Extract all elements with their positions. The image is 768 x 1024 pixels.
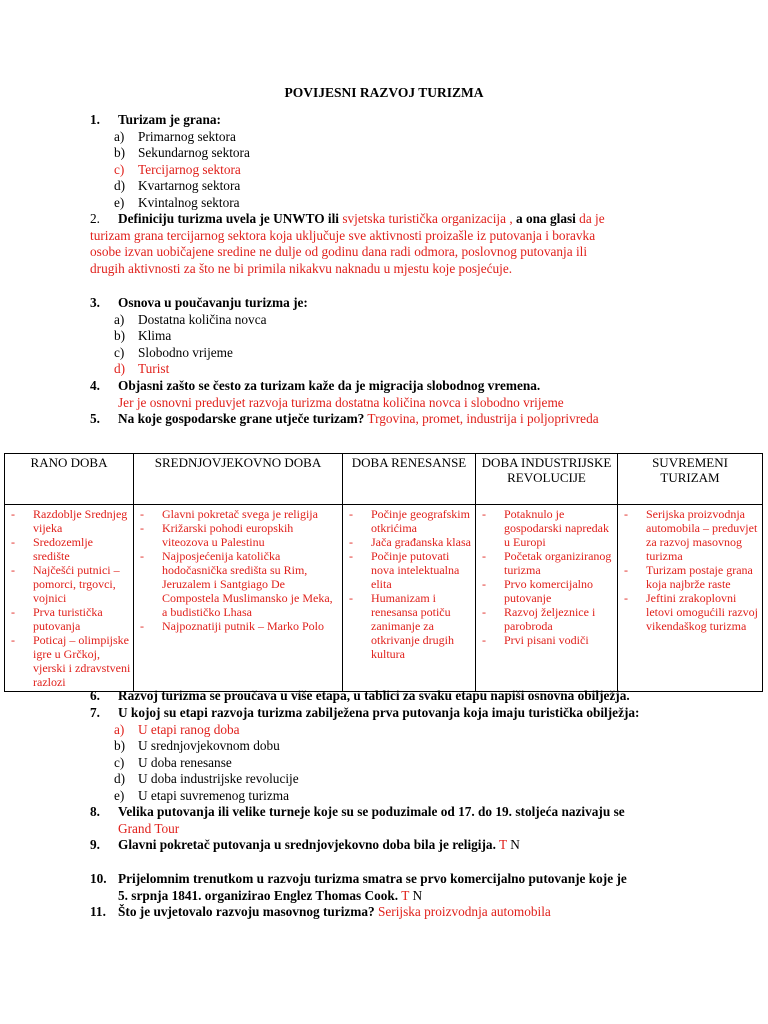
stages-table — [4, 453, 763, 692]
list-item: - Potaknulo je gospodarski napredak u Europi — [480, 507, 615, 549]
option-e: e) Kvintalnog sektora — [114, 194, 240, 210]
option-b: b) Klima — [114, 328, 172, 343]
question-number: 6. — [90, 688, 100, 703]
question-number: 8. — [90, 804, 100, 819]
header-doba-renesanse: DOBA RENESANSE — [343, 454, 476, 505]
question-2 — [90, 211, 670, 277]
question-3 — [90, 295, 670, 378]
option-d: d) Kvartarnog sektora — [114, 178, 241, 193]
answer-line: osobe izvan uobičajene sredine ne dulje od godinu dana radi odmora, poslovnog putovanja ili — [90, 244, 588, 259]
question-1 — [90, 112, 670, 211]
option-c: c) U doba renesanse — [114, 754, 232, 770]
question-text: 5. srpnja 1841. organizirao Englez Thomas Cook. — [118, 887, 399, 903]
list-item: - Počinje putovati nova intelektualna elita — [347, 549, 473, 591]
question-text: Prijelomnim trenutkom u razvoju turizma smatra se prvo komercijalno putovanje koje je — [118, 871, 627, 886]
page-title: POVIJESNI RAZVOJ TURIZMA — [284, 85, 484, 100]
question-9 — [90, 837, 670, 854]
list-item: - Razdoblje Srednjeg vijeka — [9, 507, 131, 535]
question-number: 5. — [90, 411, 100, 426]
question-number: 3. — [90, 295, 100, 310]
question-11 — [90, 904, 670, 921]
option-false: N — [412, 887, 423, 903]
question-text: Osnova u poučavanju turizma je: — [118, 295, 308, 310]
question-10 — [90, 871, 710, 904]
answer-true: T — [401, 887, 410, 903]
question-5 — [90, 411, 670, 428]
option-c-answer: c) Tercijarnog sektora — [114, 161, 241, 177]
table-cell-doba-renesanse — [343, 505, 476, 692]
question-text: Glavni pokretač putovanja u srednjovjekovno doba bila je religija. — [118, 837, 496, 852]
question-number: 9. — [90, 837, 100, 852]
question-text: U kojoj su etapi razvoja turizma zabilježena prva putovanja koja imaju turistička obilježja: — [118, 705, 640, 720]
list-item: - Prva turistička putovanja — [9, 605, 131, 633]
answer-text: Jer je osnovni preduvjet razvoja turizma dostatna količina novca i slobodno vrijeme — [118, 394, 564, 410]
option-b: b) Sekundarnog sektora — [114, 145, 250, 160]
list-item: - Serijska proizvodnja automobila – preduvjet za razvoj masovnog turizma — [622, 507, 760, 563]
question-8 — [90, 804, 710, 837]
answer-line: turizam grana tercijarnog sektora koja uključuje sve aktivnosti proizašle iz putovanja i boravka — [90, 227, 596, 243]
table-row — [5, 505, 763, 692]
table-cell-srednjovjekovno-doba — [134, 505, 343, 692]
question-text: Objasni zašto se često za turizam kaže da je migracija slobodnog vremena. — [118, 378, 541, 393]
option-d-answer: d) Turist — [114, 361, 170, 376]
question-4 — [90, 378, 670, 411]
answer-text: da je — [579, 211, 605, 226]
answer-text: Trgovina, promet, industrija i poljoprivreda — [367, 411, 599, 426]
question-number: 1. — [90, 112, 100, 127]
header-suvremeni-turizam: SUVREMENI TURIZAM — [618, 454, 763, 505]
list-item: - Najčešći putnici – pomorci, trgovci, vojnici — [9, 563, 131, 605]
table-cell-suvremeni-turizam — [618, 505, 763, 692]
option-a: a) Dostatna količina novca — [114, 311, 267, 327]
option-a-answer: a) U etapi ranog doba — [114, 721, 240, 737]
header-industrijska-revolucija: DOBA INDUSTRIJSKE REVOLUCIJE — [476, 454, 618, 505]
list-item: - Najposjećenija katolička hodočasnička središta su Rim, Jeruzalem i Santgiago De Compostela Muslimansko je Meka, a budističko Lhasa — [138, 549, 340, 619]
option-a: a) Primarnog sektora — [114, 128, 236, 144]
question-text: a ona glasi — [515, 211, 576, 226]
list-item: - Najpoznatiji putnik – Marko Polo — [138, 619, 340, 633]
list-item: - Glavni pokretač svega je religija — [138, 507, 340, 521]
list-item: - Sredozemlje središte — [9, 535, 131, 563]
question-text: Velika putovanja ili velike turneje koje su se poduzimale od 17. do 19. stoljeća nazivaju se — [118, 804, 625, 819]
answer-text: Grand Tour — [118, 820, 180, 836]
list-item: - Prvi pisani vodiči — [480, 633, 615, 647]
list-item: - Jeftini zrakoplovni letovi omogućili razvoj vikendaškog turizma — [622, 591, 760, 633]
question-number: 2. — [90, 211, 100, 226]
question-text: Razvoj turizma se proučava u više etapa, u tablici za svaku etapu napiši osnovna obilježja. — [118, 688, 630, 703]
question-number: 10. — [90, 871, 107, 886]
list-item: - Prvo komercijalno putovanje — [480, 577, 615, 605]
table-cell-industrijska-revolucija — [476, 505, 618, 692]
option-d: d) U doba industrijske revolucije — [114, 771, 299, 786]
question-6 — [90, 688, 690, 705]
question-number: 4. — [90, 378, 100, 393]
question-text: Što je uvjetovalo razvoju masovnog turizma? — [118, 904, 375, 919]
answer-line: drugih aktivnosti za što ne bi primila nikakvu naknadu u mjestu koje posjećuje. — [90, 260, 513, 276]
list-item: - Turizam postaje grana koja najbrže raste — [622, 563, 760, 591]
answer-text: svjetska turistička organizacija , — [342, 211, 513, 226]
option-b: b) U srednjovjekovnom dobu — [114, 738, 280, 753]
question-text: Turizam je grana: — [118, 112, 221, 127]
table-cell-rano-doba — [5, 505, 134, 692]
header-rano-doba: RANO DOBA — [5, 454, 134, 505]
question-number: 11. — [90, 904, 106, 919]
option-c: c) Slobodno vrijeme — [114, 344, 233, 360]
answer-true: T — [498, 837, 507, 852]
option-e: e) U etapi suvremenog turizma — [114, 787, 290, 803]
list-item: - Križarski pohodi europskih viteozova u Palestinu — [138, 521, 340, 549]
table-header-row — [5, 454, 763, 505]
list-item: - Jača građanska klasa — [347, 535, 473, 549]
question-text: Definiciju turizma uvela je UNWTO ili — [118, 211, 339, 226]
list-item: - Razvoj željeznice i parobroda — [480, 605, 615, 633]
option-false: N — [510, 837, 520, 852]
question-number: 7. — [90, 705, 100, 720]
header-srednjovjekovno-doba: SREDNJOVJEKOVNO DOBA — [134, 454, 343, 505]
question-text: Na koje gospodarske grane utječe turizam? — [118, 411, 365, 426]
answer-text: Serijska proizvodnja automobila — [378, 904, 551, 919]
list-item: - Humanizam i renesansa potiču zanimanje za otkrivanje drugih kultura — [347, 591, 473, 661]
list-item: - Početak organiziranog turizma — [480, 549, 615, 577]
list-item: - Počinje geografskim otkrićima — [347, 507, 473, 535]
question-7 — [90, 705, 710, 804]
list-item: - Poticaj – olimpijske igre u Grčkoj, vjerski i zdravstveni razlozi — [9, 633, 131, 689]
